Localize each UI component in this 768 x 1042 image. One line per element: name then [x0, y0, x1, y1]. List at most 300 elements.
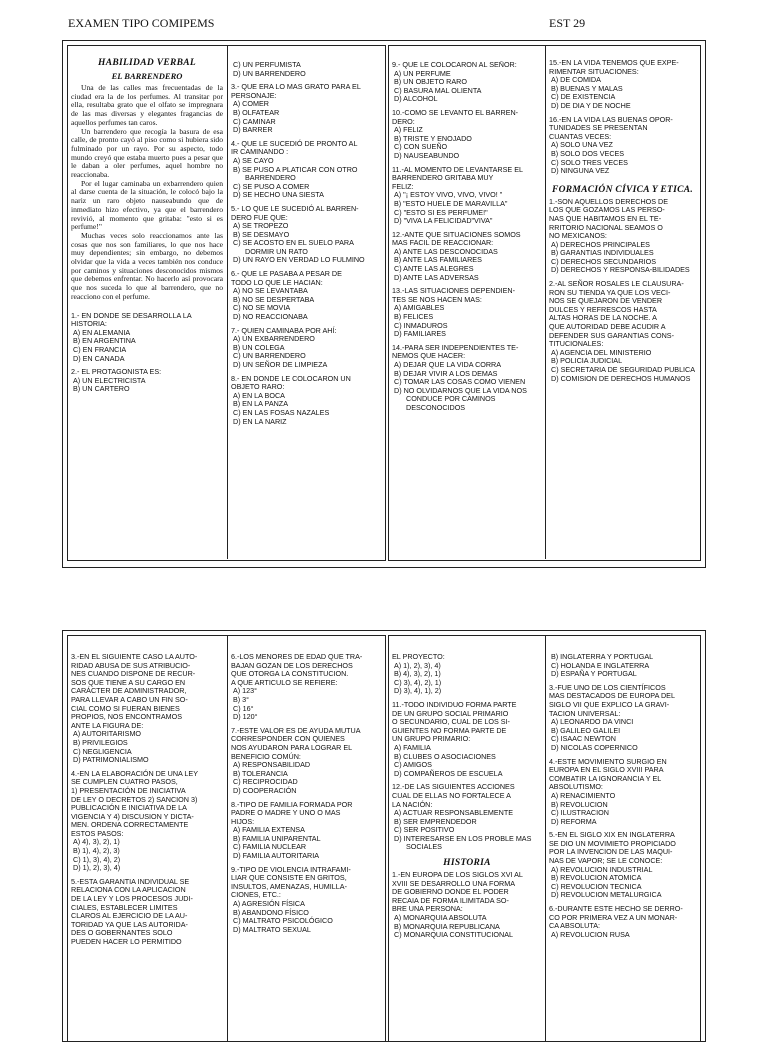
question-text: PARA LLEVAR A CABO UN FIN SO- [71, 694, 188, 704]
question-text: O SECUNDARIO, CUAL DE LOS SI- [392, 717, 510, 727]
answer-option[interactable]: C) MONARQUIA CONSTITUCIONAL [394, 930, 514, 940]
question-text: VIGENCIA Y 4) DISCUSION Y DICTA- [71, 811, 194, 821]
page1-column-3 [392, 61, 542, 557]
answer-option[interactable]: C) EN LAS FOSAS NAZALES [233, 407, 330, 417]
question-item [549, 198, 696, 275]
question-text: 15.-EN LA VIDA TENEMOS QUE EXPE- [549, 59, 679, 67]
page1-column-4 [549, 59, 696, 557]
answer-option[interactable]: C) 16° [233, 703, 254, 713]
question-text: PERSONAJE: [231, 90, 277, 100]
answer-option[interactable]: C) "ESTO SI ES PERFUME!" [394, 207, 488, 217]
question-text: 7.- QUIEN CAMINABA POR AHÍ: [231, 325, 337, 335]
question-text: CORRESPONDER CON QUIENES [231, 734, 345, 744]
question-text: QUE OTORGA LA CONSTITUCION. [231, 669, 349, 679]
question-item [392, 287, 542, 339]
question-text: 1.- EN DONDE SE DESARROLLA LA [71, 310, 192, 320]
question-text: 1.-EN EUROPA DE LOS SIGLOS XVI AL [392, 870, 523, 880]
question-group [392, 653, 542, 852]
question-text: NES CUANDO DISPONE DE RECUR- [71, 669, 196, 679]
answer-option[interactable]: B) GARANTIAS INDIVIDUALES [551, 248, 654, 258]
question-item [231, 727, 381, 796]
question-text: DE UN GRUPO SOCIAL PRIMARIO [392, 708, 509, 718]
question-item [549, 116, 696, 176]
answer-option[interactable]: B) DEJAR VIVIR A LOS DEMAS [394, 368, 498, 378]
exam-page-2 [62, 630, 706, 1042]
answer-option[interactable]: B) ABANDONO FÍSICO [233, 907, 309, 917]
question-text: TACION UNIVERSAL: [549, 708, 621, 718]
answer-option[interactable]: B) MONARQUIA REPUBLICANA [394, 921, 500, 931]
question-text: COMBATIR LA IGNORANCIA Y EL [549, 773, 662, 783]
answer-option[interactable]: B) 3° [233, 694, 250, 704]
question-text: RIMENTAR SITUACIONES: [549, 66, 639, 76]
answer-option[interactable]: D) NO REACCIONABA [233, 312, 308, 322]
question-text: CUAL DE ELLAS NO FORTALECE A [392, 790, 511, 800]
answer-option[interactable]: D) UN RAYO EN VERDAD LO FULMINO [233, 255, 365, 265]
question-text: CUANTAS VECES: [549, 131, 612, 141]
question-text: PADRE O MADRE Y UNO O MAS [231, 808, 341, 818]
question-text: ESTOS PASOS: [71, 828, 124, 838]
answer-option[interactable]: D) INTERESARSE EN LOS PROBLE MAS SOCIALES [394, 833, 532, 852]
question-text: CIONES, ETC.: [231, 890, 281, 900]
question-text: PUBLICACIÓN E INICIATIVA DE LA [71, 803, 187, 813]
question-item [549, 758, 696, 827]
question-text: LOS QUE GOZAMOS LAS PERSO- [549, 205, 665, 215]
answer-option[interactable]: B) FAMILIA UNIPARENTAL [233, 833, 321, 843]
answer-option[interactable]: A) UN PERFUME [394, 68, 451, 78]
question-text: TES SE NOS HACEN MAS: [392, 294, 482, 304]
question-item [231, 653, 381, 722]
answer-option[interactable]: D) ALCOHOL [394, 94, 438, 104]
question-text: 3.-FUE UNO DE LOS CIENTÍFICOS [549, 682, 666, 692]
question-text: 11.-AL MOMENTO DE LEVANTARSE EL [392, 164, 524, 174]
question-text: 9.- QUE LE COLOCARON AL SEÑOR: [392, 61, 517, 69]
question-text: DE GOBIERNO DONDE EL PODER [392, 887, 509, 897]
question-item [231, 270, 381, 322]
answer-option[interactable]: D) EN CANADA [73, 353, 125, 363]
answer-option[interactable]: A) EN ALEMANIA [73, 327, 131, 337]
question-text: POR LA INVENCION DE LAS MAQUI- [549, 847, 673, 857]
question-text: UN GRUPO PRIMARIO: [392, 734, 471, 744]
question-text: NEMOS QUE HACER: [392, 351, 466, 361]
answer-option[interactable]: A) NO SE LEVANTABA [233, 286, 308, 296]
answer-option[interactable]: C) NO SE MOVIA [233, 303, 291, 313]
question-text: 12.-DE LAS SIGUIENTES ACCIONES [392, 782, 515, 792]
question-text: 5.-EN EL SIGLO XIX EN INGLATERRA [549, 830, 675, 840]
question-item [392, 871, 542, 940]
answer-option[interactable]: A) AMIGABLES [394, 303, 445, 313]
answer-option[interactable]: D) ESPAÑA Y PORTUGAL [551, 669, 637, 679]
question-text: 4.-ESTE MOVIMIENTO SURGIO EN [549, 756, 667, 766]
question-text: NOS AYUDARON PARA LOGRAR EL [231, 742, 353, 752]
question-text: TITUCIONALES: [549, 339, 604, 349]
answer-option[interactable]: D) FAMILIARES [394, 329, 446, 339]
question-item [71, 312, 223, 364]
answer-option[interactable]: C) SOLO TRES VECES [551, 157, 628, 167]
question-text: MAS FACIL DE REACCIONAR: [392, 238, 494, 248]
question-group [71, 312, 223, 394]
answer-option[interactable]: D) 3), 4), 1), 2) [394, 686, 442, 696]
question-text: ABSOLUTISMO: [549, 782, 603, 792]
question-text: BAJAN GOZAN DE LOS DERECHOS [231, 660, 353, 670]
answer-option[interactable]: C) REVOLUCION TECNICA [551, 881, 642, 891]
question-item [231, 801, 381, 861]
answer-option[interactable]: B) REVOLUCION [551, 799, 608, 809]
question-text: 14.-PARA SER INDEPENDIENTES TE- [392, 342, 519, 352]
question-text: 8.- EN DONDE LE COLOCARON UN [231, 373, 351, 383]
answer-option[interactable]: B) REVOLUCION ATOMICA [551, 873, 642, 883]
question-text: NOS SE QUEJARON DE VENDER [549, 296, 663, 306]
question-text: CA ABSOLUTA: [549, 921, 600, 931]
question-item [231, 83, 381, 135]
answer-option[interactable]: B) EN ARGENTINA [73, 336, 136, 346]
question-text: 3.- QUE ERA LO MAS GRATO PARA EL [231, 82, 361, 92]
answer-option[interactable]: D) 120° [233, 712, 258, 722]
answer-option[interactable]: A) LEONARDO DA VINCI [551, 717, 634, 727]
answer-option[interactable]: D) EN LA NARIZ [233, 416, 287, 426]
question-text: 6.- QUE LE PASABA A PESAR DE [231, 269, 342, 279]
question-text: QUE AUTORIDAD DEBE ACUDIR A [549, 322, 666, 332]
question-text: TORIDAD YA QUE LAS AUTORIDA- [71, 919, 188, 929]
answer-option[interactable]: C) 3), 4), 2), 1) [394, 677, 442, 687]
answer-option[interactable]: C) UN PERFUMISTA [233, 61, 301, 69]
question-text: GUIENTES NO FORMA PARTE DE [392, 725, 507, 735]
answer-option[interactable]: D) MALTRATO SEXUAL [233, 924, 311, 934]
answer-option[interactable]: A) SE CAYO [233, 155, 274, 165]
answer-option[interactable]: B) SER EMPRENDEDOR [394, 816, 477, 826]
question-text: 1.-SON AQUELLOS DERECHOS DE [549, 196, 669, 206]
answer-option[interactable]: A) ANTE LAS DESCONOCIDAS [394, 246, 498, 256]
answer-option[interactable]: A) REVOLUCION RUSA [551, 929, 630, 939]
question-item [549, 280, 696, 383]
question-text: TUNIDADES SE PRESENTAN [549, 123, 648, 133]
question-text: SOS QUE TIENE A SU CARGO EN [71, 677, 186, 687]
question-text: SE DIO UN MOVIMIETO PROPICIADO [549, 838, 676, 848]
question-item [392, 231, 542, 283]
question-item [549, 684, 696, 753]
question-item [71, 770, 223, 873]
question-text: 6.-LOS MENORES DE EDAD QUE TRA- [231, 653, 363, 661]
question-item [549, 905, 696, 939]
answer-option[interactable]: B) TRISTE Y ENOJADO [394, 133, 472, 143]
answer-option[interactable]: C) CON SUEÑO [394, 142, 448, 152]
answer-option[interactable]: A) FAMILIA [394, 742, 431, 752]
question-text: 12.-ANTE QUE SITUACIONES SOMOS [392, 229, 521, 239]
question-text: 5.-ESTA GARANTIA INDIVIDUAL SE [71, 876, 190, 886]
answer-option[interactable]: D) ANTE LAS ADVERSAS [394, 272, 479, 282]
page1-column-2 [231, 61, 381, 557]
question-item [392, 61, 542, 104]
question-text: 4.- QUE LE SUCEDIÓ DE PRONTO AL [231, 138, 358, 148]
reading-paragraph: Por el lugar caminaba un exbarrendero quien al darse cuenta de la situación, le colocó bajo la nariz un raro objeto nauseabundo que de inmediato hizo efectivo, ya que el barrendero revivió, al momento que gritaba: "esto si es perfume!" [71, 178, 223, 232]
answer-option[interactable]: B) INGLATERRA Y PORTUGAL [551, 653, 654, 661]
answer-option[interactable]: C) TOMAR LAS COSAS COMO VIENEN [394, 377, 526, 387]
page1-column-1 [71, 53, 223, 557]
answer-option[interactable]: D) UN SEÑOR DE LIMPIEZA [233, 360, 328, 369]
question-text: MEN. ORDENA CORRECTAMENTE [71, 820, 189, 830]
question-text: EL PROYECTO: [392, 653, 445, 661]
answer-option[interactable]: D) NO OLVIDARNOS QUE LA VIDA NOS CONDUCE POR CAMINOS DESCONOCIDOS [394, 385, 527, 412]
answer-option[interactable]: A) 1), 2), 3), 4) [394, 660, 441, 670]
question-item [549, 653, 696, 679]
question-group [392, 871, 542, 940]
question-text: NO MEXICANOS: [549, 231, 607, 241]
page2-column-3 [392, 653, 542, 1041]
question-text: RON SU TIENDA YA QUE LOS VECI- [549, 287, 671, 297]
answer-option[interactable]: A) FAMILIA EXTENSA [233, 825, 305, 835]
answer-option[interactable]: C) UN BARRENDERO [233, 351, 306, 361]
answer-option[interactable]: B) GALILEO GALILEI [551, 725, 621, 735]
question-text: RECAIA DE FORMA ILIMITADA SO- [392, 895, 509, 905]
question-item [231, 866, 381, 935]
question-text: PUEDEN HACER LO PERMITIDO [71, 937, 182, 946]
answer-option[interactable]: B) EN LA PANZA [233, 399, 288, 409]
answer-option[interactable]: C) RECIPROCIDAD [233, 777, 298, 787]
header-right: EST 29 [549, 16, 586, 30]
question-text: 8.-TIPO DE FAMILIA FORMADA POR [231, 799, 353, 809]
answer-option[interactable]: B) SE PUSO A PLATICAR CON OTRO BARRENDERO [233, 164, 358, 183]
answer-option[interactable]: B) POLICIA JUDICIAL [551, 356, 623, 366]
answer-option[interactable]: D) COMPAÑEROS DE ESCUELA [394, 768, 503, 778]
answer-option[interactable]: C) NEGLIGENCIA [73, 746, 132, 756]
answer-option[interactable]: B) PRIVILEGIOS [73, 737, 128, 747]
question-text: CARÁCTER DE ADMINISTRADOR, [71, 686, 187, 696]
answer-option[interactable]: D) NINGUNA VEZ [551, 166, 610, 176]
answer-option[interactable]: C) DE EXISTENCIA [551, 92, 616, 102]
question-text: INSULTOS, AMENAZAS, HUMILLA- [231, 881, 347, 891]
answer-option[interactable]: B) TOLERANCIA [233, 768, 288, 778]
question-text: BRE UNA PERSONA: [392, 904, 463, 914]
answer-option[interactable]: A) RESPONSABILIDAD [233, 760, 311, 770]
answer-option[interactable]: A) 4), 3), 2), 1) [73, 837, 120, 847]
answer-option[interactable]: C) EN FRANCIA [73, 344, 127, 354]
exam-page-1 [62, 40, 706, 568]
answer-option[interactable]: A) MONARQUIA ABSOLUTA [394, 913, 487, 923]
question-item [231, 205, 381, 265]
question-text: 4.-EN LA ELABORACIÓN DE UNA LEY [71, 768, 199, 778]
answer-option[interactable]: C) DERECHOS SECUNDARIOS [551, 256, 657, 266]
question-text: CIALES, ESTABLECER LIMITES [71, 902, 178, 912]
question-text: BARRENDERO GRITABA MUY [392, 173, 494, 183]
question-text: MAS DESTACADOS DE EUROPA DEL [549, 691, 675, 701]
answer-option[interactable]: C) BASURA MAL OLIENTA [394, 85, 482, 95]
question-text: 7.-ESTE VALOR ES DE AYUDA MUTUA [231, 725, 361, 735]
page2-column-1 [71, 653, 223, 1041]
question-text: 1) PRESENTACIÓN DE INICIATIVA [71, 785, 186, 795]
answer-option[interactable]: C) ANTE LAS ALEGRES [394, 264, 474, 274]
page2-column-2 [231, 653, 381, 1041]
question-text: 16.-EN LA VIDA LAS BUENAS OPOR- [549, 114, 673, 124]
answer-option[interactable]: C) CAMINAR [233, 116, 276, 126]
question-item [392, 701, 542, 778]
question-item [71, 878, 223, 947]
reading-passage [71, 84, 223, 302]
question-text: LIAR QUE CONSISTE EN GRITOS, [231, 873, 347, 883]
section-title-historia: HISTORIA [443, 858, 491, 869]
answer-option[interactable]: A) DE COMIDA [551, 75, 601, 85]
question-item [392, 109, 542, 161]
question-text: 9.-TIPO DE VIOLENCIA INTRAFAMI- [231, 864, 351, 874]
question-text: DULCES Y REFRESCOS HASTA [549, 304, 657, 314]
question-text: IR CAMINANDO : [231, 147, 289, 157]
answer-option[interactable]: D) REVOLUCION METALURGICA [551, 890, 662, 900]
question-text: 11.-TODO INDIVIDUO FORMA PARTE [392, 699, 517, 709]
question-item [549, 59, 696, 111]
reading-paragraph: Una de las calles mas frecuentadas de la ciudad era la de los perfumes. Al transitar por ella, resultaba grato que el olfato se impregnara de las mas diversas y elegantes fragancias de aquellos perfumes tan caros. [71, 83, 223, 127]
answer-option[interactable]: B) NO SE DESPERTABA [233, 294, 315, 304]
question-text: ANTE LA FIGURA DE: [71, 720, 144, 730]
question-text: TODO LO QUE LE HACIAN: [231, 277, 323, 287]
answer-option[interactable]: A) UN ELECTRICISTA [73, 375, 146, 385]
answer-option[interactable]: D) REFORMA [551, 816, 597, 826]
question-text: BENEFICIO COMÚN: [231, 751, 301, 761]
answer-option[interactable]: D) NICOLAS COPERNICO [551, 742, 638, 752]
question-item [231, 61, 381, 78]
reading-title: EL BARRENDERO [111, 71, 183, 81]
question-item [392, 653, 542, 696]
answer-option[interactable]: B) OLFATEAR [233, 107, 280, 117]
answer-option[interactable]: C) MALTRATO PSICOLÓGICO [233, 916, 333, 926]
question-text: 6.-DURANTE ESTE HECHO SE DERRO- [549, 904, 683, 914]
header-left: EXAMEN TIPO COMIPEMS [68, 16, 215, 30]
section-title-civica: FORMACIÓN CÍVICA Y ETICA. [551, 184, 694, 195]
question-text: DERO: [392, 116, 415, 126]
question-text: 10.-COMO SE LEVANTO EL BARREN- [392, 107, 519, 117]
answer-option[interactable]: D) COMISION DE DERECHOS HUMANOS [551, 373, 691, 383]
answer-option[interactable]: A) DEJAR QUE LA VIDA CORRA [394, 360, 502, 369]
answer-option[interactable]: C) ISAAC NEWTON [551, 734, 616, 744]
answer-option[interactable]: C) ILUSTRACION [551, 808, 609, 818]
question-text: ALTAS HORAS DE LA NOCHE. A [549, 313, 657, 323]
question-group [549, 59, 696, 176]
question-text: DEFENDER SUS GARANTIAS CONS- [549, 330, 674, 340]
question-text: 3.-EN EL SIGUIENTE CASO LA AUTO- [71, 653, 198, 661]
question-text: RELACIONA CON LA APLICACION [71, 885, 186, 895]
question-text: NAS DE VAPOR; SE LE CONOCE: [549, 856, 663, 866]
reading-paragraph: Un barrendero que recogía la basura de esa calle, de pronto cayó al piso como si hubiera sido fulminado por un rayo. Por su aspecto, todo mundo creyó que estaba muerto pues a pesar que le daban a oler perfumes, aquel hombre no reaccionaba. [71, 126, 223, 180]
answer-option[interactable]: B) UN OBJETO RARO [394, 77, 467, 87]
answer-option[interactable]: D) BARRER [233, 125, 273, 135]
question-text: A QUE ARTICULO SE REFIERE: [231, 677, 338, 687]
question-text: 5.- LO QUE LE SUCEDIÓ AL BARREN- [231, 203, 359, 213]
answer-option[interactable]: A) FELIZ [394, 125, 423, 135]
answer-option[interactable]: A) AGRESIÓN FÍSICA [233, 899, 305, 909]
question-text: NAS QUE HABITAMOS EN EL TE- [549, 213, 662, 223]
answer-option[interactable]: A) COMER [233, 99, 269, 109]
question-text: 13.-LAS SITUACIONES DEPENDIEN- [392, 286, 516, 296]
question-text: CIAL COMO SI FUERAN BIENES [71, 703, 180, 713]
question-text: EUROPA EN EL SIGLO XVIII PARA [549, 765, 664, 775]
answer-option[interactable]: C) SE ACOSTO EN EL SUELO PARA DORMIR UN RATO [233, 238, 354, 256]
answer-option[interactable]: D) PATRIMONIALISMO [73, 755, 149, 765]
answer-option[interactable]: A) ACTUAR RESPONSABLEMENTE [394, 808, 514, 818]
question-item [71, 368, 223, 394]
answer-option[interactable]: A) "¡ ESTOY VIVO, VIVO, VIVO! " [394, 190, 503, 200]
question-text: HISTORIA: [71, 319, 107, 329]
question-text: SE CUMPLEN CUATRO PASOS, [71, 777, 178, 787]
answer-option[interactable]: B) SE DESMAYO [233, 229, 290, 239]
question-group [549, 198, 696, 383]
answer-option[interactable]: B) CLUBES O ASOCIACIONES [394, 751, 496, 761]
question-text: OBJETO RARO: [231, 382, 285, 392]
answer-option[interactable]: D) SE HECHO UNA SIESTA [233, 190, 324, 200]
section-title-habilidad-verbal: HABILIDAD VERBAL [98, 58, 196, 68]
question-text: DE LA LEY Y LOS PROCESOS JUDI- [71, 894, 193, 904]
answer-option[interactable]: A) SE TROPEZO [233, 221, 289, 231]
question-text: RRITORIO NACIONAL SEAMOS O [549, 222, 663, 232]
answer-option[interactable]: C) 1), 3), 4), 2) [73, 854, 121, 864]
answer-option[interactable]: C) SER POSITIVO [394, 825, 455, 835]
question-text: XVIII SE DESARROLLO UNA FORMA [392, 878, 516, 888]
page2-column-4 [549, 653, 696, 1041]
answer-option[interactable]: A) 123° [233, 686, 258, 696]
question-text: 2.- EL PROTAGONISTA ES: [71, 367, 162, 377]
question-text: DES O GOBERNANTES SOLO [71, 928, 173, 938]
answer-option[interactable]: D) NAUSEABUNDO [394, 150, 460, 160]
question-text: CLAROS AL EJERCICIO DE LA AU- [71, 911, 188, 921]
question-text: LA NACIÓN: [392, 799, 433, 809]
answer-option[interactable]: D) COOPERACIÓN [233, 785, 297, 795]
answer-option[interactable]: C) FAMILIA NUCLEAR [233, 842, 307, 852]
answer-option[interactable]: C) INMADUROS [394, 320, 448, 330]
question-item [392, 783, 542, 852]
answer-option[interactable]: A) SOLO UNA VEZ [551, 140, 613, 150]
answer-option[interactable]: B) SOLO DOS VECES [551, 148, 625, 158]
answer-option[interactable]: A) REVOLUCION INDUSTRIAL [551, 864, 653, 874]
answer-option[interactable]: D) DE DIA Y DE NOCHE [551, 100, 631, 110]
answer-option[interactable]: B) BUENAS Y MALAS [551, 83, 623, 93]
question-text: PROPIOS, NOS ENCONTRAMOS [71, 712, 183, 722]
question-item [71, 653, 223, 765]
answer-option[interactable]: A) UN EXBARRENDERO [233, 334, 315, 344]
question-item [392, 344, 542, 413]
answer-option[interactable]: B) "ESTO HUELE DE MARAVILLA" [394, 198, 508, 208]
answer-option[interactable]: B) ANTE LAS FAMILIARES [394, 255, 482, 265]
question-text: CO POR PRIMERA VEZ A UN MONAR- [549, 912, 678, 922]
answer-option[interactable]: B) UN CARTERO [73, 384, 130, 394]
answer-option[interactable]: C) SE PUSO A COMER [233, 181, 310, 191]
question-text: DERO FUE QUE: [231, 212, 288, 222]
question-text: DE LEY O DECRETOS 2) SANCION 3) [71, 794, 198, 804]
answer-option[interactable]: A) DERECHOS PRINCIPALES [551, 239, 650, 249]
question-text: 2.-AL SEÑOR ROSALES LE CLAUSURA- [549, 279, 684, 289]
answer-option[interactable]: A) AUTORITARISMO [73, 729, 142, 739]
answer-option[interactable]: B) 4), 3), 2), 1) [394, 669, 441, 679]
answer-option[interactable]: D) 1), 2), 3), 4) [73, 863, 121, 873]
answer-option[interactable]: D) DERECHOS Y RESPONSA-BILIDADES [551, 265, 690, 275]
question-item [231, 375, 381, 427]
answer-option[interactable]: C) HOLANDA E INGLATERRA [551, 660, 650, 670]
question-item [549, 831, 696, 900]
answer-option[interactable]: D) "VIVA LA FELICIDAD"VIVA" [394, 216, 493, 226]
question-item [392, 166, 542, 226]
reading-paragraph: Muchas veces solo reaccionamos ante las cosas que nos son familiares, lo que nos hace muy dependientes; sin embargo, no debemos olvidar que la vida a veces también nos conduce por caminos y situaciones desconocidos mismos que debemos enfrentar. No hacerlo así provocara que nos suceda lo que al barrendero, que no reacciono con el perfume. [71, 230, 223, 301]
question-text: FELIZ: [392, 181, 414, 191]
answer-option[interactable]: A) AGENCIA DEL MINISTERIO [551, 347, 652, 357]
question-text: HIJOS: [231, 816, 255, 826]
question-item [231, 327, 381, 370]
answer-option[interactable]: B) FELICES [394, 312, 434, 322]
answer-option[interactable]: B) 1), 4), 2), 3) [73, 846, 120, 856]
answer-option[interactable]: A) RENACIMIENTO [551, 790, 616, 800]
answer-option[interactable]: C) AMIGOS [394, 760, 432, 770]
answer-option[interactable]: A) EN LA BOCA [233, 390, 285, 400]
question-item [231, 140, 381, 200]
answer-option[interactable]: B) UN COLEGA [233, 342, 285, 352]
answer-option[interactable]: D) FAMILIA AUTORITARIA [233, 851, 319, 861]
answer-option[interactable]: D) UN BARRENDERO [233, 68, 306, 78]
question-text: SIGLO VII QUE EXPLICO LA GRAVI- [549, 699, 670, 709]
answer-option[interactable]: C) SECRETARIA DE SEGURIDAD PUBLICA [551, 365, 696, 374]
